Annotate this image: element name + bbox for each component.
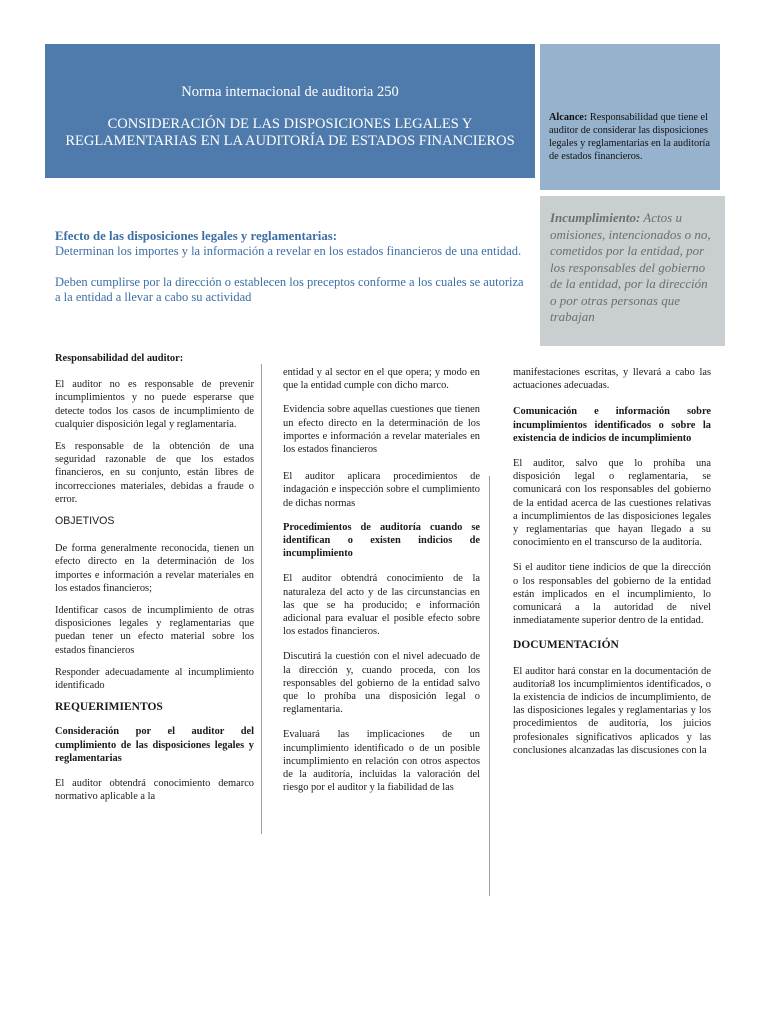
column-1	[55, 352, 254, 812]
paragraph: Evaluará las implicaciones de un incumplimiento identificado o de un posible incumplimiento en relación con otros aspectos de la auditoría, incluidas la valoración del riesgo por el auditor y la fiabilidad de las	[283, 729, 480, 794]
paragraph: El auditor obtendrá conocimiento de la naturaleza del acto y de las circunstancias en las que se ha producido; e información adicional para evaluar el posible efecto sobre los estados financieros.	[283, 573, 480, 638]
paragraph: manifestaciones escritas, y llevará a cabo las actuaciones adecuadas.	[513, 367, 711, 392]
paragraph: El auditor no es responsable de prevenir incumplimientos y no puede esperarse que detecte todos los casos de incumplimiento de cualquier disposición legal y reglamentaria.	[55, 379, 254, 430]
document-title: CONSIDERACIÓN DE LAS DISPOSICIONES LEGALES Y REGLAMENTARIAS EN LA AUDITORÍA DE ESTADOS FINANCIEROS	[65, 116, 515, 149]
paragraph: El auditor obtendrá conocimiento demarco normativo aplicable a la	[55, 778, 254, 803]
scope-text: Responsabilidad que tiene el auditor de considerar las disposiciones legales y reglamentarias en la auditoría de estados financieros.	[549, 112, 710, 162]
paragraph: El auditor aplicara procedimientos de indagación e inspección sobre el cumplimiento de dichas normas	[283, 471, 480, 509]
documentation-heading: DOCUMENTACIÓN	[513, 639, 619, 652]
header-banner	[45, 44, 535, 178]
effect-paragraph-1: Determinan los importes y la información a revelar en los estados financieros de una entidad.	[55, 244, 522, 258]
paragraph: Si el auditor tiene indicios de que la dirección o los responsables del gobierno de la entidad están implicados en el incumplimiento, lo comunicará a la autoridad de nivel inmediatamente superior dentro de la entidad.	[513, 562, 711, 627]
requirements-heading: REQUERIMIENTOS	[55, 701, 163, 714]
noncompliance-label: Incumplimiento:	[550, 210, 641, 225]
paragraph: El auditor, salvo que lo prohíba una disposición legal o reglamentaria, se comunicará con los responsables del gobierno de la entidad acerca de las cuestiones relativas a incumplimientos de las disposiciones legales y reglamentarias que hayan llegado a su conocimiento en el transcurso de la auditoría.	[513, 458, 711, 549]
column-divider	[489, 476, 490, 896]
paragraph: Responder adecuadamente al incumplimiento identificado	[55, 666, 254, 692]
scope-box	[540, 44, 720, 190]
noncompliance-text: Actos u omisiones, intencionados o no, cometidos por la entidad, por los responsables del gobierno de la entidad, por la dirección o por otras personas que trabajan	[550, 210, 711, 324]
paragraph: Discutirá la cuestión con el nivel adecuado de la dirección y, cuando proceda, con los responsables del gobierno de la entidad salvo que lo prohíba una disposición legal o reglamentaria.	[283, 651, 480, 716]
paragraph: Identificar casos de incumplimiento de otras disposiciones legales y reglamentarias que puedan tener un efecto material sobre los estados financieros	[55, 605, 254, 656]
paragraph: De forma generalmente reconocida, tienen un efecto directo en la determinación de los importes e información a revelar materiales en los estados financieros;	[55, 543, 254, 594]
column-3	[513, 366, 711, 766]
objectives-heading: OBJETIVOS	[55, 515, 115, 528]
effect-section	[55, 229, 528, 305]
column-divider	[261, 364, 262, 834]
subheading: Comunicación e información sobre incumplimientos identificados o sobre la existencia de indicios de incumplimiento	[513, 406, 711, 444]
paragraph: Es responsable de la obtención de una seguridad razonable de que los estados financieros, en su conjunto, están libres de incorrecciones materiales, debidas a fraude o error.	[55, 441, 254, 505]
document-subtitle: Norma internacional de auditoria 250	[181, 84, 399, 100]
subheading: Consideración por el auditor del cumplimiento de las disposiciones legales y reglamentarias	[55, 726, 254, 764]
effect-paragraph-2: Deben cumplirse por la dirección o establecen los preceptos conforme a los cuales se autoriza a la entidad a llevar a cabo su actividad	[55, 275, 524, 304]
paragraph: entidad y al sector en el que opera; y modo en que la entidad cumple con dicho marco.	[283, 367, 480, 392]
paragraph: El auditor hará constar en la documentación de auditoría8 los incumplimientos identificados, o la existencia de indicios de incumplimiento, de las disposiciones legales y reglamentarias y los procedimientos de auditoría, los juicios profesionales significativos aplicados y las conclusiones alcanzadas las discusiones con la	[513, 665, 711, 756]
subheading: Procedimientos de auditoría cuando se identifican o existen indicios de incumplimiento	[283, 521, 480, 560]
paragraph: Evidencia sobre aquellas cuestiones que tienen un efecto directo en la determinación de los importes e información a revelar materiales en los estados financieros	[283, 404, 480, 456]
effect-heading: Efecto de las disposiciones legales y reglamentarias:	[55, 229, 337, 243]
auditor-responsibility-heading: Responsabilidad del auditor:	[55, 353, 184, 364]
noncompliance-box	[540, 196, 725, 346]
column-2	[283, 366, 480, 803]
scope-label: Alcance:	[549, 112, 588, 123]
